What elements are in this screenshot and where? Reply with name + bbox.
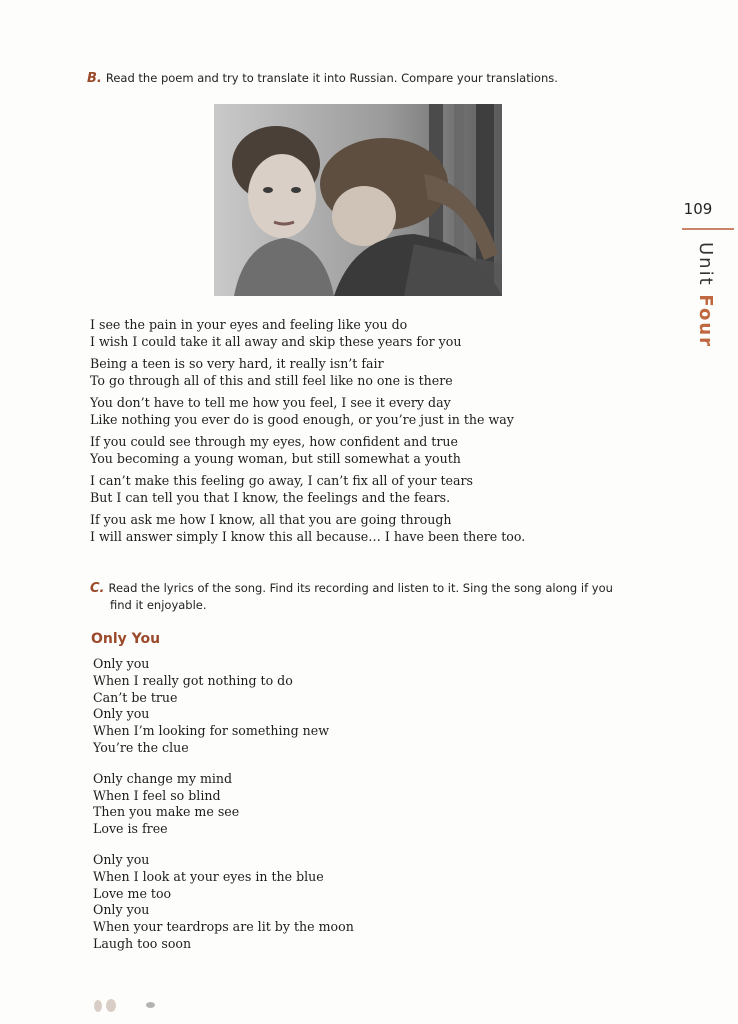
poem-stanza [90, 433, 650, 467]
page-number: 109 [683, 200, 713, 218]
poem-line: Being a teen is so very hard, it really isn’t fair [90, 356, 384, 371]
task-b-letter: B. [87, 71, 102, 86]
poem-line: I will answer simply I know this all because… I have been there too. [90, 529, 526, 544]
poem-stanza [90, 355, 650, 389]
scan-smudge [94, 1000, 102, 1012]
task-b-text: Read the poem and try to translate it into Russian. Compare your translations. [105, 71, 558, 85]
poem-line: If you ask me how I know, all that you are going through [90, 512, 452, 527]
poem [90, 316, 650, 550]
song-line: Only you [93, 706, 150, 722]
poem-line: But I can tell you that I know, the feelings and the fears. [90, 490, 451, 505]
song-stanza [93, 656, 493, 757]
unit-label [680, 240, 720, 380]
unit-word: Unit [695, 242, 716, 287]
song-line: When your teardrops are lit by the moon [93, 919, 354, 935]
song-stanza [93, 771, 493, 838]
poem-stanza [90, 316, 650, 350]
poem-line: I wish I could take it all away and skip these years for you [90, 334, 462, 349]
task-c-letter: C. [90, 581, 105, 596]
song-line: Love is free [93, 821, 168, 837]
song-lyrics [93, 656, 493, 967]
song-title: Only You [91, 631, 161, 647]
scan-smudge [106, 999, 116, 1012]
poem-line: If you could see through my eyes, how confident and true [90, 434, 458, 449]
poem-line: I see the pain in your eyes and feeling like you do [90, 317, 408, 332]
poem-line: Like nothing you ever do is good enough, or you’re just in the way [90, 412, 514, 427]
task-c-instruction [90, 580, 660, 613]
song-line: When I look at your eyes in the blue [93, 868, 324, 884]
song-line: Only you [93, 656, 150, 671]
song-line: You’re the clue [93, 739, 189, 755]
task-b-instruction [87, 70, 687, 87]
poem-line: You don’t have to tell me how you feel, I see it every day [90, 395, 451, 410]
task-c-text-line2: find it enjoyable. [110, 598, 207, 612]
song-line: Can’t be true [93, 689, 178, 705]
poem-line: To go through all of this and still feel like no one is there [90, 373, 453, 388]
poem-line: You becoming a young woman, but still somewhat a youth [90, 451, 461, 466]
song-stanza [93, 852, 493, 953]
poem-line: I can’t make this feeling go away, I can’t fix all of your tears [90, 473, 473, 488]
song-line: Then you make me see [93, 804, 240, 820]
poem-stanza [90, 394, 650, 428]
song-line: Only you [93, 851, 150, 867]
song-line: When I really got nothing to do [93, 672, 293, 688]
photo-illustration [214, 104, 502, 296]
scan-smudge [146, 1002, 155, 1008]
sidebar-divider [682, 228, 734, 230]
poem-stanza [90, 472, 650, 506]
song-line: Love me too [93, 885, 172, 901]
song-line: When I’m looking for something new [93, 723, 329, 739]
song-line: When I feel so blind [93, 787, 221, 803]
song-line: Laugh too soon [93, 935, 192, 951]
poem-stanza [90, 511, 650, 545]
photo-two-women [214, 104, 502, 296]
unit-number: Four [695, 294, 716, 349]
task-c-text-line1: Read the lyrics of the song. Find its recording and listen to it. Sing the song along if you [108, 581, 613, 595]
song-line: Only change my mind [93, 770, 233, 786]
song-line: Only you [93, 902, 150, 918]
